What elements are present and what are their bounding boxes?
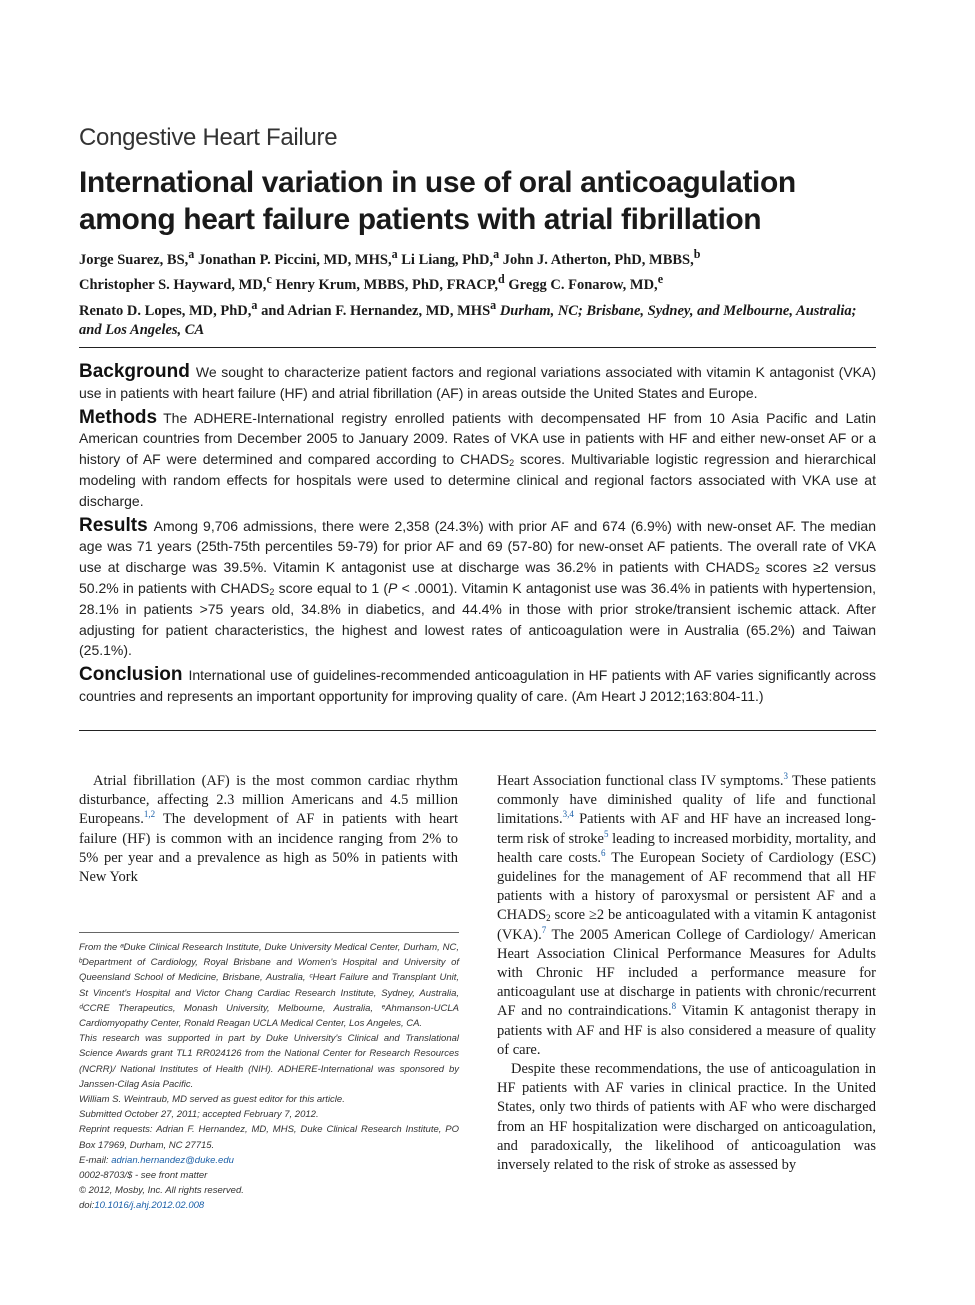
body-text: The 2005 American College of Cardiology/ American Heart Association Clinical Performance Measures for Adults with Chronic HF included a performance measure for anticoagulant use at discharge in patients with chronic/recurrent AF and no contraindications. <box>497 926 876 1020</box>
author: Christopher S. Hayward, MD, <box>79 277 267 294</box>
body-text: These patients commonly have diminished quality of life and functional limitations. <box>497 773 876 828</box>
citation-link[interactable]: 5 <box>603 828 609 839</box>
abstract-text: Among 9,706 admissions, there were 2,358 (24.3%) with prior AF and 674 (6.9%) with new-onset AF. The median age was 71 years (25th-75th percentiles 59-79) for prior AF and 69 (57-80) for new-onset AF patients. The overall rate of VKA use at discharge was 39.5%. Vitamin K antagonist use at discharge was 36.2% in patients with CHADS <box>79 517 876 576</box>
abstract-heading: Results <box>79 514 148 536</box>
body-paragraph <box>497 772 876 1060</box>
affil-mark: d <box>498 272 505 287</box>
citation-link[interactable]: 3,4 <box>562 809 574 820</box>
abstract-text: < .0001). Vitamin K antagonist use was 36.4% in patients with hypertension, 28.1% in patients >75 years old, 34.8% in diabetics, and 44.4% in those with prior stroke/transient ischemic attack. After adjusting for patient characteristics, the highest and lowest rates of anticoagulation were in Australia (65.2%) and Taiwan (25.1%). <box>79 579 877 659</box>
affil-mark: b <box>693 247 701 261</box>
citation-link[interactable]: 3 <box>783 771 788 782</box>
email-label: E-mail: <box>79 1154 112 1166</box>
footnote-doi <box>79 1198 459 1213</box>
subscript: 2 <box>509 458 515 469</box>
affil-mark: a <box>493 247 500 261</box>
affil-mark: a <box>391 247 398 261</box>
body-text: Patients with AF and HF have an increased long-term risk of stroke <box>497 811 876 847</box>
body-text: Vitamin K antagonist therapy in patients with AF and HF is also considered a measure of quality of care. <box>497 1003 876 1058</box>
footnotes <box>79 940 459 1214</box>
footnote-issn: 0002-8703/$ - see front matter <box>79 1170 208 1182</box>
abstract-heading: Conclusion <box>79 664 183 686</box>
citation-link[interactable]: 6 <box>601 847 606 858</box>
body-text: score ≥2 be anticoagulated with a vitamin K antagonist (VKA). <box>497 907 876 943</box>
abstract-heading: Methods <box>79 406 158 428</box>
subscript: 2 <box>269 586 275 597</box>
doi-link[interactable]: 10.1016/j.ahj.2012.02.008 <box>94 1200 205 1212</box>
body-column-left <box>79 772 458 887</box>
abstract-conclusion <box>79 665 876 707</box>
author: Jorge Suarez, BS, <box>79 251 189 268</box>
footnote-affiliations: From the ᵃDuke Clinical Research Institute, Duke University Medical Center, Durham, NC, ᵇDepartment of Cardiology, Royal Brisbane and Women's Hospital and University of Queensland School of Medicine, Brisbane, Australia, ᶜHeart Failure and Transplant Unit, St Vincent's Hospital and Victor Chang Cardiac Research Institute, Sydney, Australia, ᵈCCRE Therapeutics, Monash University, Melbourne, Australia, ᵉAhmanson-UCLA Cardiomyopathy Center, Ronald Reagan UCLA Medical Center, Los Angeles, CA. <box>79 942 459 1030</box>
abstract-text: scores ≥2 versus 50.2% in patients with CHADS <box>79 559 876 596</box>
author: Li Liang, PhD, <box>397 251 494 268</box>
author: Jonathan P. Piccini, MD, MHS, <box>194 251 392 268</box>
affil-mark: a <box>490 297 497 312</box>
article-title: International variation in use of oral anticoagulation among heart failure patients with atrial fibrillation <box>79 166 796 236</box>
citation-link[interactable]: 7 <box>541 924 547 935</box>
footnote-email <box>79 1153 459 1168</box>
abstract <box>79 362 876 711</box>
body-text: The European Society of Cardiology (ESC) guidelines for the management of AF recommend that all HF patients with a history of paroxysmal or persistent AF and a CHADS <box>497 849 876 924</box>
footnote-editor: William S. Weintraub, MD served as guest editor for this article. <box>79 1094 345 1106</box>
abstract-text: International use of guidelines-recommended anticoagulation in HF patients with AF varies significantly across countries and represents an important opportunity for improving quality of care. (Am Heart J 2012;163:804-11.) <box>79 667 876 704</box>
body-paragraph: Despite these recommendations, the use of anticoagulation in HF patients with AF varies in clinical practice. In the United States, only two thirds of patients with AF who were discharged from an HF hospitalization were discharged on anticoagulation, and paradoxically, the likelihood of anticoagulation was inversely related to the risk of stroke as assessed by <box>497 1061 876 1174</box>
abstract-top-rule <box>79 347 876 348</box>
author: Gregg C. Fonarow, MD, <box>504 277 658 294</box>
abstract-text: The ADHERE-International registry enrolled patients with decompensated HF from 10 Asia Pacific and Latin American countries from December 2005 to January 2009. Rates of VKA use in patients with HF and either new-onset AF or a history of AF were determined and compared according to CHADS <box>79 409 876 468</box>
abstract-heading: Background <box>79 361 190 382</box>
author: Renato D. Lopes, MD, PhD, <box>79 302 252 319</box>
footnote-rule <box>79 932 459 933</box>
doi-label: doi: <box>79 1200 95 1212</box>
body-text: Heart Association functional class IV symptoms. <box>497 773 784 789</box>
body-column-right <box>497 772 876 1175</box>
footnote-support: This research was supported in part by Duke University's Clinical and Translational Science Awards grant TL1 RR024126 from the National Center for Research Resources (NCRR)/ National Institutes of Health (NIH). ADHERE-International was sponsored by Janssen-Cilag Asia Pacific. <box>79 1033 459 1090</box>
author-locations: Durham, NC; Brisbane, Sydney, and Melbourne, Australia; and Los Angeles, CA <box>79 302 857 338</box>
affil-mark: a <box>251 297 258 312</box>
p-symbol: P <box>388 579 398 596</box>
affil-mark: c <box>266 272 272 287</box>
section-heading: Congestive Heart Failure <box>79 124 338 151</box>
footnote-copyright: © 2012, Mosby, Inc. All rights reserved. <box>79 1185 244 1197</box>
author: and Adrian F. Hernandez, MD, MHS <box>257 302 491 319</box>
subscript: 2 <box>546 913 551 924</box>
email-link[interactable]: adrian.hernandez@duke.edu <box>111 1154 234 1166</box>
author-list <box>79 245 879 340</box>
abstract-text: score equal to 1 ( <box>274 579 389 596</box>
subscript: 2 <box>754 566 760 577</box>
abstract-background <box>79 362 876 404</box>
abstract-text: We sought to characterize patient factors and regional variations associated with vitamin K antagonist (VKA) use in patients with heart failure (HF) and atrial fibrillation (AF) in areas outside the United States and Europe. <box>79 364 876 401</box>
author: Henry Krum, MBBS, PhD, FRACP, <box>271 277 499 294</box>
body-text: Atrial fibrillation (AF) is the most common cardiac rhythm disturbance, affecting 2.3 million Americans and 4.5 million Europeans. <box>79 773 458 828</box>
affil-mark: a <box>188 247 195 261</box>
citation-link[interactable]: 8 <box>671 1001 677 1012</box>
abstract-methods <box>79 408 876 512</box>
footnote-submitted: Submitted October 27, 2011; accepted February 7, 2012. <box>79 1109 319 1121</box>
affil-mark: e <box>657 272 664 287</box>
citation-link[interactable]: 1,2 <box>143 809 156 820</box>
abstract-results <box>79 516 876 662</box>
abstract-bottom-rule <box>79 730 876 731</box>
abstract-text: scores. Multivariable logistic regression and hierarchical modeling with random effects for hospitals were used to determine clinical and regional factors associated with VKA use at discharge. <box>79 451 877 509</box>
footnote-reprints: Reprint requests: Adrian F. Hernandez, MD, MHS, Duke Clinical Research Institute, PO Box 17969, Durham, NC 27715. <box>79 1124 459 1151</box>
body-text: leading to increased morbidity, mortality, and health care costs. <box>497 830 876 866</box>
author: John J. Atherton, PhD, MBBS, <box>499 251 694 268</box>
body-text: The development of AF in patients with heart failure (HF) is common with an incidence ranging from 2% to 5% per year and a prevalence as high as 50% in patients with New York <box>79 811 458 886</box>
